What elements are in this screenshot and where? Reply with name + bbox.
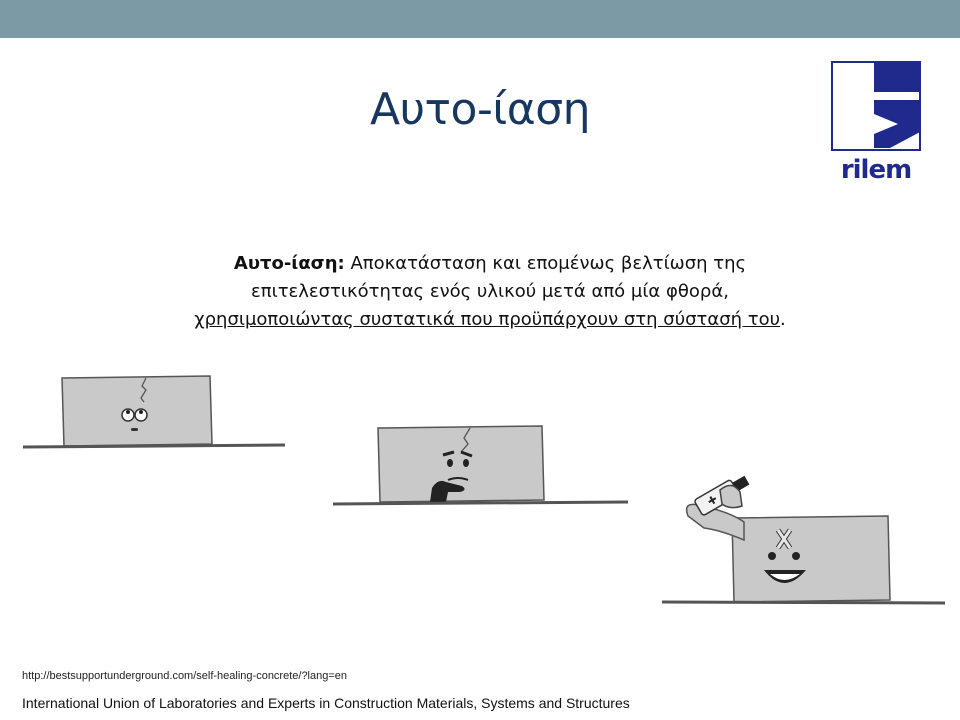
worried-concrete-block	[20, 370, 290, 455]
thinking-concrete-block	[330, 420, 630, 510]
slide-title: Αυτο-ίαση	[369, 84, 590, 135]
source-url: http://bestsupportunderground.com/self-healing-concrete/?lang=en	[22, 670, 348, 682]
definition-term: Αυτο-ίαση:	[233, 253, 345, 274]
top-bar	[0, 0, 960, 38]
healed-concrete-block	[660, 470, 950, 610]
definition-text	[150, 250, 830, 334]
definition-line-1: Αποκατάσταση και επομένως βελτίωση της	[344, 253, 747, 274]
footer-text: International Union of Laboratories and Experts in Construction Materials, Systems and Structures	[22, 695, 630, 711]
rilem-logo	[830, 60, 922, 182]
definition-line-2: επιτελεστικότητας ενός υλικού μετά από μία φθορά,	[251, 281, 729, 302]
definition-line-3-end: .	[780, 309, 786, 330]
definition-line-3-underlined: χρησιμοποιώντας συστατικά που προϋπάρχουν στη σύστασή του	[194, 309, 781, 330]
logo-text: rilem	[840, 155, 912, 182]
